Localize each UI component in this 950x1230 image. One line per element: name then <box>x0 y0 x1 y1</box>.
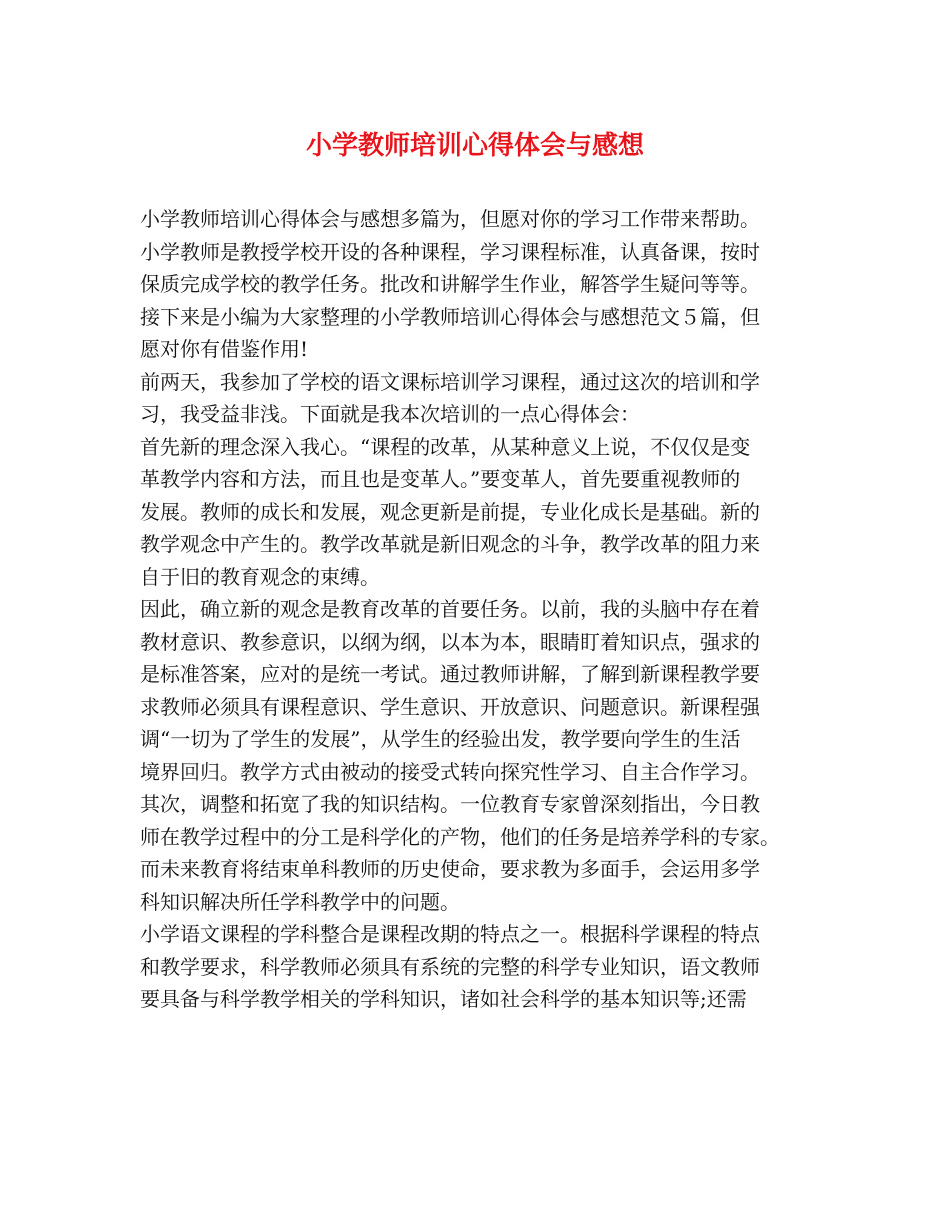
text-line: 小学教师培训心得体会与感想多篇为，但愿对你的学习工作带来帮助。 <box>140 207 760 231</box>
text-line: 教学观念中产生的。教学改革就是新旧观念的斗争，教学改革的阻力来 <box>140 532 760 556</box>
text-line: 保质完成学校的教学任务。批改和讲解学生作业，解答学生疑问等等。 <box>140 272 760 296</box>
text-line: 发展。教师的成长和发展，观念更新是前提，专业化成长是基础。新的 <box>140 499 760 524</box>
text-line: 小学语文课程的学科整合是课程改期的特点之一。根据科学课程的特点 <box>140 922 760 946</box>
text-line: 习，我受益非浅。下面就是我本次培训的一点心得体会： <box>140 402 640 426</box>
text-line: 要具备与科学教学相关的学科知识，诸如社会科学的基本知识等;还需 <box>140 987 747 1011</box>
document-body <box>140 203 840 1016</box>
text-line: 前两天，我参加了学校的语文课标培训学习课程，通过这次的培训和学 <box>140 369 760 394</box>
text-line: 小学教师是教授学校开设的各种课程，学习课程标准，认真备课，按时 <box>140 239 760 264</box>
text-line: 接下来是小编为大家整理的小学教师培训心得体会与感想范文５篇，但 <box>140 304 760 329</box>
text-line: 因此，确立新的观念是教育改革的首要任务。以前，我的头脑中存在着 <box>140 597 760 621</box>
text-line: 革教学内容和方法，而且也是变革人。”要变革人，首先要重视教师的 <box>140 467 741 491</box>
text-line: 自于旧的教育观念的束缚。 <box>140 564 380 589</box>
text-line: 教材意识、教参意识，以纲为纲，以本为本，眼睛盯着知识点，强求的 <box>140 629 760 654</box>
text-line: 求教师必须具有课程意识、学生意识、开放意识、问题意识。新课程强 <box>140 694 760 719</box>
text-line: 和教学要求，科学教师必须具有系统的完整的科学专业知识，语文教师 <box>140 954 760 979</box>
text-line: 而未来教育将结束单科教师的历史使命，要求教为多面手，会运用多学 <box>140 857 760 881</box>
text-line: 科知识解决所任学科教学中的问题。 <box>140 889 460 914</box>
text-line: 其次，调整和拓宽了我的知识结构。一位教育专家曾深刻指出，今日教 <box>140 792 760 816</box>
text-line: 师在教学过程中的分工是科学化的产物，他们的任务是培养学科的专家。 <box>140 824 780 849</box>
text-line: 首先新的理念深入我心。“课程的改革，从某种意义上说，不仅仅是变 <box>140 434 751 459</box>
text-line: 境界回归。教学方式由被动的接受式转向探究性学习、自主合作学习。 <box>140 759 760 784</box>
document-title: 小学教师培训心得体会与感想 <box>305 131 644 161</box>
text-line: 调“一切为了学生的发展”，从学生的经验出发，教学要向学生的生活 <box>140 727 741 751</box>
text-line: 是标准答案，应对的是统一考试。通过教师讲解，了解到新课程教学要 <box>140 662 760 686</box>
text-line: 愿对你有借鉴作用! <box>140 337 309 361</box>
